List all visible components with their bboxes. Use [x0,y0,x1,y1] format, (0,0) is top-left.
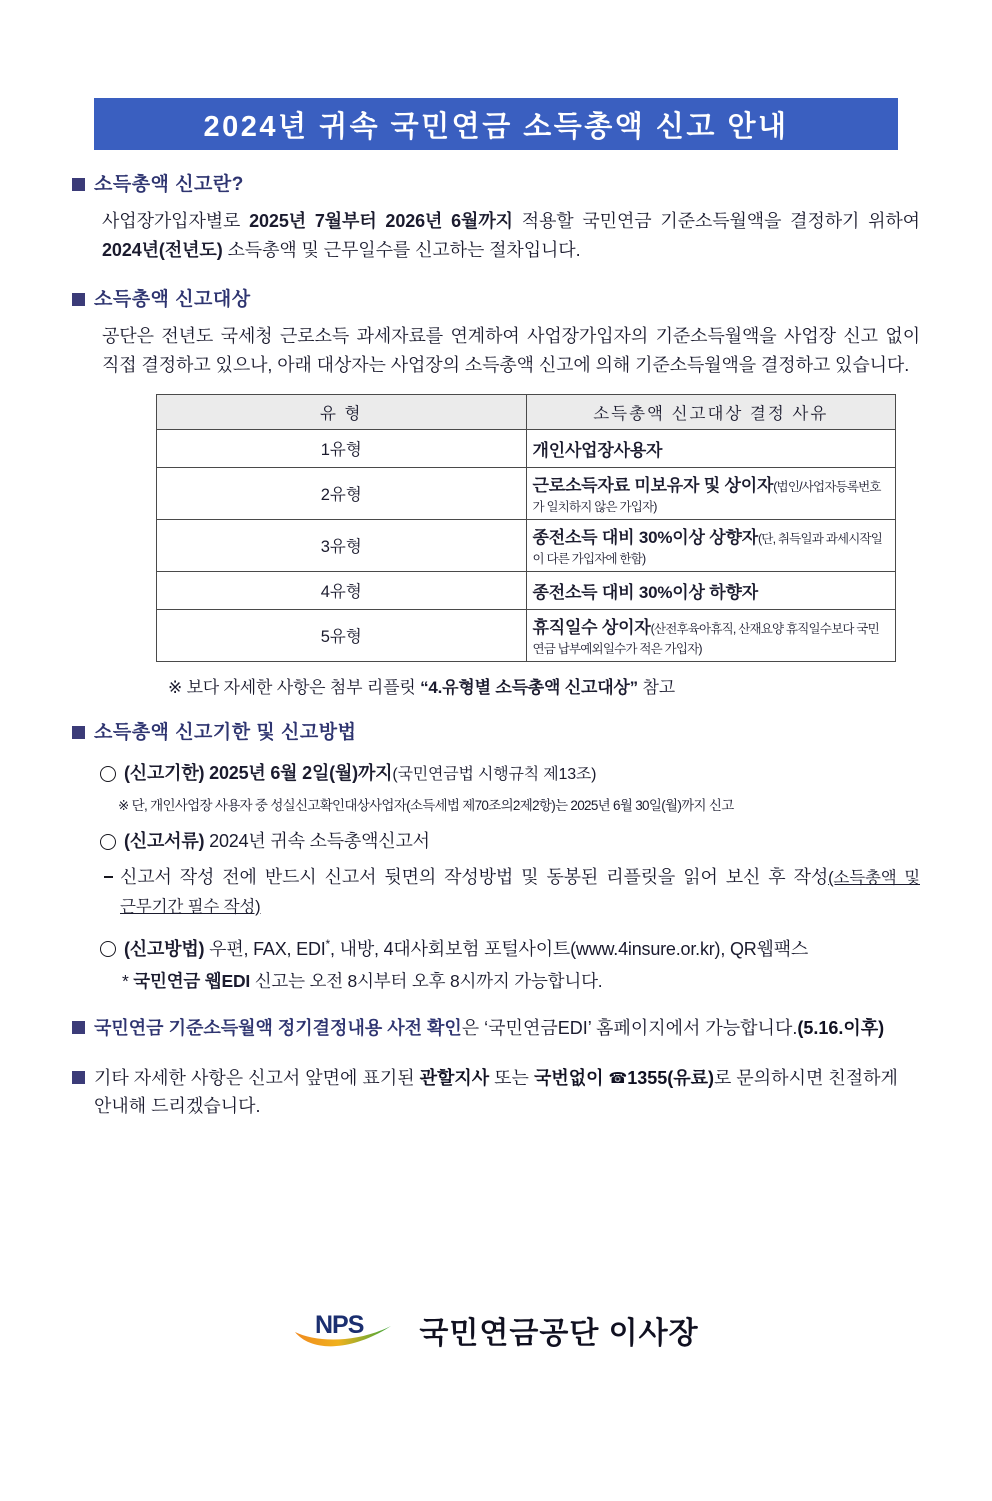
section-body-target: 공단은 전년도 국세청 근로소득 과세자료를 연계하여 사업장가입자의 기준소득월액을 사업장 신고 없이 직접 결정하고 있으나, 아래 대상자는 사업장의 소득총액 신고에 의해 기준소득월액을 결정하고 있습니다. [102,325,920,375]
circle-bullet-icon [100,834,116,850]
star-suffix: 신고는 오전 8시부터 오후 8시까지 가능합니다. [250,970,603,991]
what-text-2: 2025년 7월부터 2026년 6월까지 [249,210,513,231]
method-main: 우편, FAX, EDI [204,938,326,959]
documents-detail-text [120,863,920,921]
table-row [157,519,896,571]
method-star-note [122,968,920,993]
reason-main: 개인사업장사용자 [532,440,663,460]
what-text-4: 2024년(전년도) [102,239,223,260]
square-bullet-icon [72,178,85,191]
reason-note: (단, 취득일과 과세시작일이 다른 가입자에 한함) [532,531,883,566]
cell-type: 5유형 [157,609,527,661]
deadline-suffix: (국민연금법 시행규칙 제13조) [392,765,597,783]
edi-precheck-text [94,1015,920,1043]
cell-type: 4유형 [157,571,527,609]
square-bullet-icon [72,1021,85,1034]
what-text-5: 소득총액 및 근무일수를 신고하는 절차입니다. [222,239,581,260]
inquiry-text-1: 기타 자세한 사항은 신고서 앞면에 표기된 [94,1067,420,1088]
footer [0,1306,992,1354]
cell-type: 3유형 [157,519,527,571]
reason-main: 근로소득자료 미보유자 및 상이자 [532,475,774,495]
table-row [157,571,896,609]
types-table [156,394,896,662]
table-row [157,429,896,467]
documents-text [124,828,920,856]
documents-detail [104,863,920,921]
section-heading-edi-precheck [72,1015,920,1043]
cell-reason [526,571,896,609]
footer-organization: 국민연금공단 이사장 [419,1317,699,1350]
section-heading-what [72,172,920,198]
method-suffix: , 내방, 4대사회보험 포털사이트(www.4insure.or.kr), QR웹팩스 [330,938,809,959]
cell-reason [526,429,896,467]
square-bullet-icon [72,726,85,739]
inquiry-text [94,1065,920,1121]
cell-type: 1유형 [157,429,527,467]
documents-detail-underline: (소득총액 및 근무기간 필수 작성) [120,869,920,917]
edi-text-4: (5.16.이후) [797,1017,885,1038]
inquiry-phone-number: 1355(유료) [627,1067,715,1088]
section-heading-deadline-method [72,720,920,746]
cell-reason [526,609,896,661]
circle-bullet-icon [100,941,116,957]
documents-detail-main: 신고서 작성 전에 반드시 신고서 뒷면의 작성방법 및 동봉된 리플릿을 읽어 보신 후 작성 [120,867,829,888]
edi-text-3: 은 ‘국민연금EDI’ 홈페이지에서 가능합니다. [461,1017,798,1038]
star-prefix: * [122,970,134,991]
nps-logo-icon [293,1306,401,1354]
inquiry-text-5: 로 문의하시면 친절하게 안내해 드리겠습니다. [94,1067,898,1116]
method-text [124,935,920,964]
document-page [0,98,992,1501]
reason-main: 휴직일수 상이자 [532,617,651,637]
circle-bullet-icon [100,766,116,782]
cell-reason [526,519,896,571]
phone-icon: ☎ [608,1069,628,1087]
section-heading-inquiry [72,1065,920,1121]
section-body-what [102,207,920,265]
reason-main: 종전소득 대비 30%이상 하향자 [532,582,758,602]
asterisk-marker-icon: * [325,936,331,951]
edi-text-1: 국민연금 [94,1017,169,1038]
cell-reason [526,467,896,519]
item-method [100,935,920,964]
types-table-wrapper [156,394,896,662]
documents-main: 2024년 귀속 소득총액신고서 [204,831,430,852]
column-header-reason: 소득총액 신고대상 결정 사유 [526,394,896,429]
inquiry-text-2: 관할지사 [419,1067,490,1088]
deadline-text [124,760,920,788]
title-banner [94,98,898,150]
dash-bullet-icon [104,876,113,878]
deadline-main: 2025년 6월 2일(월)까지 [204,762,393,783]
column-header-type: 유 형 [157,394,527,429]
footnote-quote: “4.유형별 소득총액 신고대상” [420,677,638,697]
table-row [157,609,896,661]
square-bullet-icon [72,293,85,306]
section-title-deadline-method: 소득총액 신고기한 및 신고방법 [94,721,357,743]
item-deadline [100,760,920,788]
what-text-1: 사업장가입자별로 [102,210,250,231]
nps-logo [293,1306,401,1354]
section-heading-target [72,287,920,313]
table-header-row [157,394,896,429]
cell-type: 2유형 [157,467,527,519]
inquiry-text-3: 또는 [489,1067,534,1088]
footnote-suffix: 참고 [637,677,675,697]
edi-text-2: 기준소득월액 정기결정내용 사전 확인 [168,1017,462,1038]
star-bold: 국민연금 웹EDI [133,970,251,991]
footnote-prefix: ※ 보다 자세한 사항은 첨부 리플릿 [168,677,421,697]
reason-note: (법인/사업자등록번호가 일치하지 않은 가입자) [532,479,881,514]
item-documents [100,828,920,856]
deadline-label: (신고기한) [124,762,205,783]
section-title-what: 소득총액 신고란? [94,174,244,195]
svg-text:NPS: NPS [315,1311,364,1339]
section-title-target: 소득총액 신고대상 [94,288,251,310]
page-title: 2024년 귀속 국민연금 소득총액 신고 안내 [203,110,789,143]
deadline-fine-note: ※ 단, 개인사업장 사용자 중 성실신고확인대상사업자(소득세법 제70조의2제2항)는 2025년 6월 30일(월)까지 신고 [118,798,734,814]
method-label: (신고방법) [124,938,205,959]
documents-label: (신고서류) [124,831,205,852]
table-footnote [168,673,920,698]
table-row [157,467,896,519]
inquiry-text-4: 국번없이 [533,1067,609,1088]
reason-note: (산전후육아휴직, 산재요양 휴직일수보다 국민연금 납부예외일수가 적은 가입자) [532,621,879,656]
square-bullet-icon [72,1071,85,1084]
reason-main: 종전소득 대비 30%이상 상향자 [532,527,758,547]
what-text-3: 적용할 국민연금 기준소득월액을 결정하기 위하여 [512,210,920,231]
